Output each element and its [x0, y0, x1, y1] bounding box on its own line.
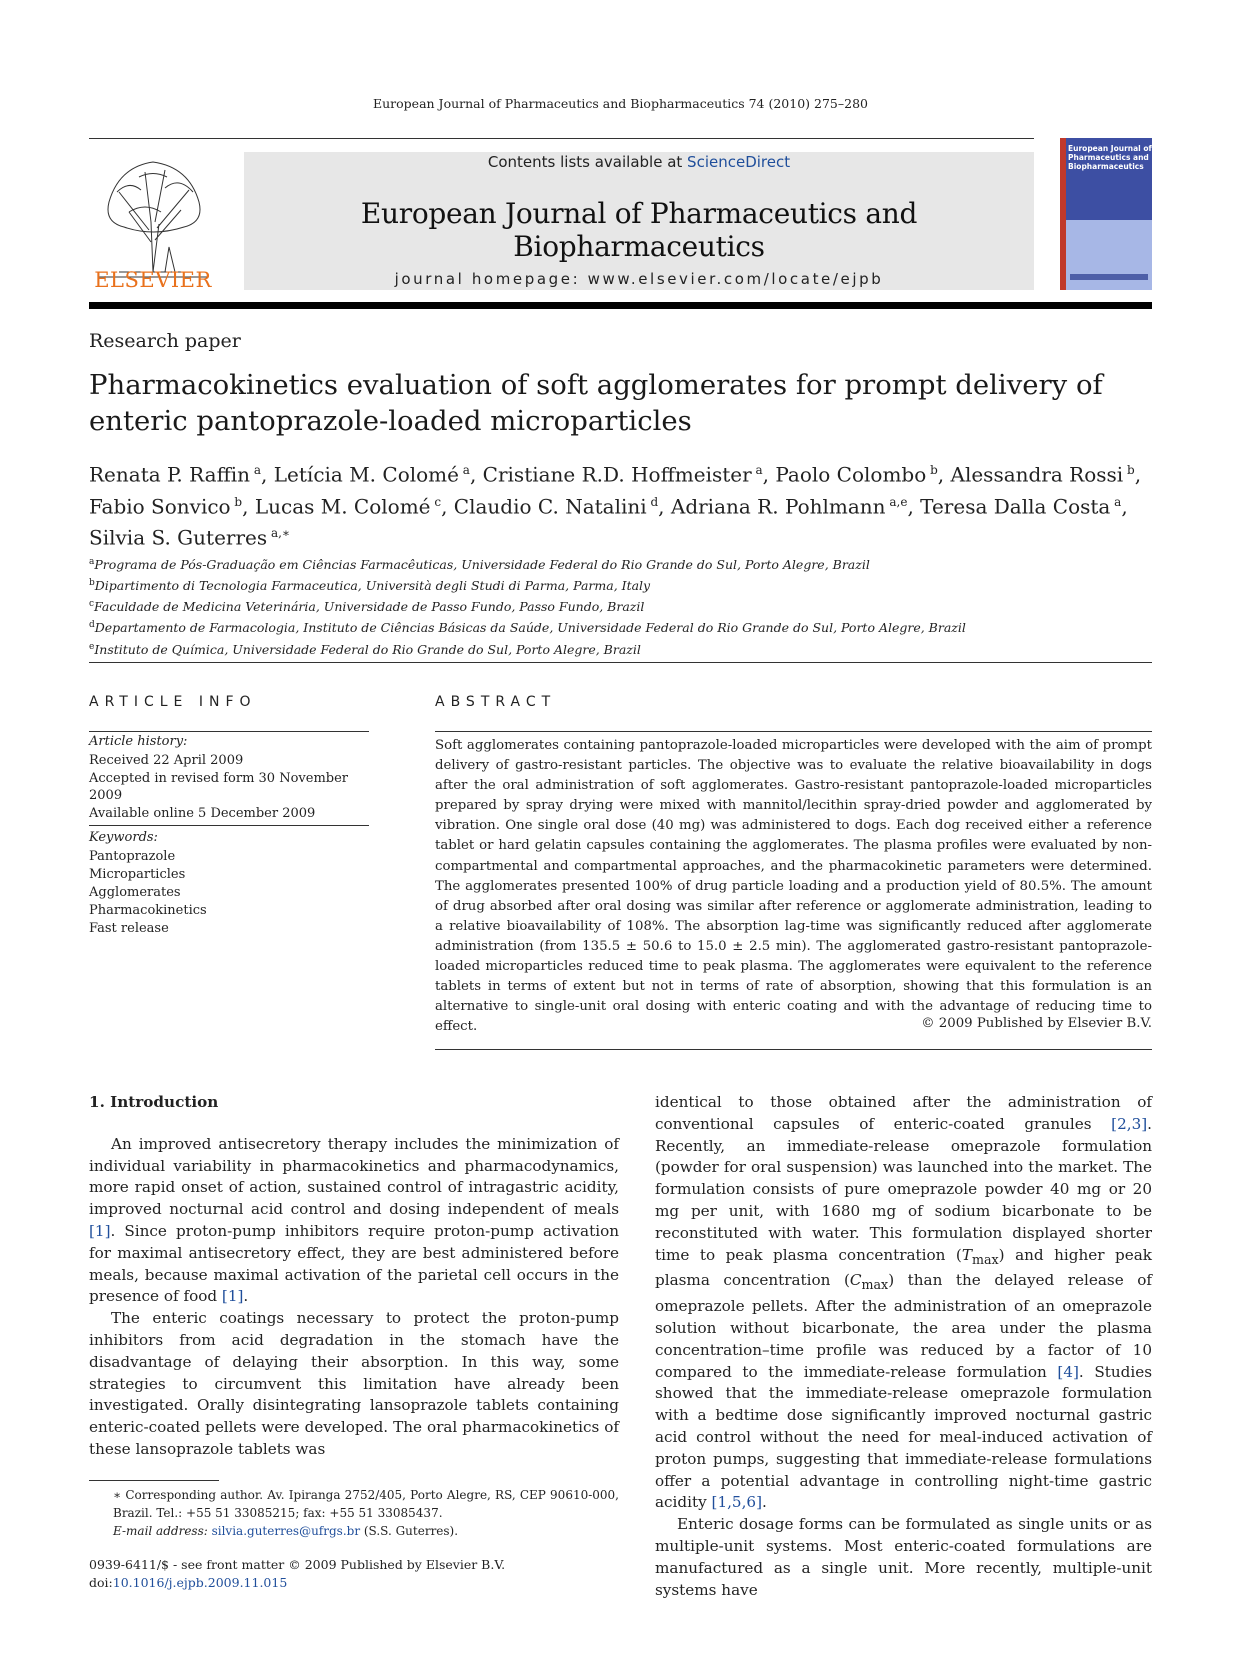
- affiliation-marker: a: [89, 557, 95, 567]
- author-name: Renata P. Raffin: [89, 462, 251, 487]
- journal-cover-thumbnail: [1060, 138, 1152, 290]
- author-name: Claudio C. Natalini: [453, 494, 647, 519]
- author-affiliation-marker: a,∗: [267, 526, 291, 541]
- cover-title: European Journal of Pharmaceutics and Biopharmaceutics: [1068, 144, 1152, 171]
- elsevier-wordmark: ELSEVIER: [94, 268, 212, 292]
- paper-title: Pharmacokinetics evaluation of soft agglomerates for prompt delivery of enteric pantoprazole-loaded microparticles: [89, 369, 1103, 437]
- journal-title: European Journal of Pharmaceutics and Biopharmaceutics: [360, 197, 918, 263]
- author-affiliation-marker: b: [1123, 463, 1135, 477]
- author-name: Cristiane R.D. Hoffmeister: [482, 462, 752, 487]
- doi-label: doi:: [89, 1575, 113, 1590]
- affiliation-list: [89, 553, 1159, 659]
- abstract-text: Soft agglomerates containing pantoprazole-loaded microparticles were developed with the aim of prompt delivery of gastro-resistant particles. The objective was to evaluate the relative bioavailability in dogs after the oral administration of soft agglomerates. Gastro-resistant pantoprazole-loaded microparticles prepared by spray drying were mixed with mannitol/lecithin spray-dried powder and agglomerated by vibration. One single oral dose (40 mg) was administered to dogs. Each dog received either a reference tablet or hard gelatin capsules containing the agglomerates. The plasma profiles were evaluated by non-compartmental and compartmental approaches, and the pharmacokinetic parameters were determined. The agglomerates presented 100% of drug particle loading and a production yield of 80.5%. The amount of drug absorbed after oral dosing was similar after reference or agglomerate administration, leading to a relative bioavailability of 108%. The absorption lag-time was significantly reduced after agglomerate administration (from 135.5 ± 50.6 to 15.0 ± 2.5 min). The agglomerated gastro-resistant pantoprazole-loaded microparticles reduced time to peak plasma. The agglomerates were equivalent to the reference tablets in terms of extent but not in terms of rate of absorption, showing that this formulation is an alternative to single-unit oral dosing with enteric coating and with the advantage of reducing time to effect.: [435, 738, 1152, 1035]
- citation-link[interactable]: [1]: [221, 1287, 244, 1306]
- affiliation-marker: b: [89, 578, 95, 589]
- paragraph: [89, 1134, 619, 1308]
- keywords-label: Keywords:: [89, 830, 158, 845]
- author-affiliation-marker: a: [250, 463, 262, 477]
- author-name: Alessandra Rossi: [950, 462, 1124, 487]
- corresponding-author-text: ∗ Corresponding author. Av. Ipiranga 2752/405, Porto Alegre, RS, CEP 90610-000, Brazil. Tel.: +55 51 33085215; fax: +55 51 33085437.: [113, 1488, 619, 1520]
- citation-link[interactable]: [1,5,6]: [711, 1493, 763, 1512]
- author-list: Renata P. Raffin $^a$, Letícia M. Colomé $^a$, Cristiane R.D. Hoffmeister $^a$, Paolo Colombo $^b$, Alessandra Rossi $^b$, Fabio Sonvico $^b$, Lucas M. Colomé $^c$, Claudio C. Natalini $^d$, Adriana R. Pohlmann $^{a,e}$, Teresa Dalla Costa $^a$, Silvia S. Guterres $^{a,∗}$: [89, 462, 1142, 550]
- paragraph: The enteric coatings necessary to protect the proton-pump inhibitors from acid degradation in the stomach have the disadvantage of delaying their absorption. In this way, some strategies to circumvent this limitation have already been investigated. Orally disintegrating lansoprazole tablets containing enteric-coated pellets were developed. The oral pharmacokinetics of these lansoprazole tablets was: [89, 1309, 619, 1458]
- keyword-item: Agglomerates: [89, 885, 181, 900]
- article-info-rule: [89, 731, 369, 732]
- cmax-subscript: max: [861, 1277, 889, 1293]
- section-rule: [89, 662, 1152, 663]
- section-heading-introduction: 1. Introduction: [89, 1093, 219, 1111]
- text-run: identical to those obtained after the administration of conventional capsules of enteric-coated granules: [655, 1093, 1152, 1133]
- tmax-symbol: T: [961, 1245, 972, 1264]
- text-run: . Studies showed that the immediate-release omeprazole formulation with a bedtime dose significantly improved nocturnal gastric acid control without the need for meal-induced activation of proton pumps, suggesting that immediate-release formulations offer a potential advantage in controlling night-time gastric acidity: [655, 1362, 1152, 1512]
- abstract-heading: ABSTRACT: [435, 694, 557, 710]
- text-run: ) than the delayed release of omeprazole pellets. After the administration of an omeprazole solution without bicarbonate, the area under the plasma concentration–time profile was reduced by a factor of 10 compared to the immediate-release formulation: [655, 1271, 1152, 1381]
- body-column-left: [89, 1092, 619, 1461]
- affiliation-marker: e: [89, 641, 95, 652]
- email-link[interactable]: silvia.guterres@ufrgs.br: [211, 1524, 361, 1538]
- author-affiliation-marker: b: [926, 463, 938, 477]
- journal-reference: European Journal of Pharmaceutics and Biopharmaceutics 74 (2010) 275–280: [373, 96, 868, 111]
- corresponding-author-footnote: [89, 1480, 619, 1540]
- author-name: Lucas M. Colomé: [254, 494, 431, 519]
- author-name: Adriana R. Pohlmann: [670, 494, 886, 519]
- author-affiliation-marker: c: [430, 494, 442, 509]
- keyword-item: Pharmacokinetics: [89, 903, 207, 918]
- history-item: Accepted in revised form 30 November 2009: [89, 770, 349, 803]
- text-run: .: [762, 1493, 767, 1512]
- email-label: E-mail address:: [113, 1524, 212, 1538]
- journal-homepage-link[interactable]: journal homepage: www.elsevier.com/locate/ejpb: [394, 270, 884, 288]
- author-affiliation-marker: a: [458, 463, 470, 477]
- author-affiliation-marker: a: [1110, 494, 1122, 509]
- text-run: .: [243, 1287, 249, 1306]
- abstract-bottom-rule: [435, 1049, 1152, 1050]
- header-thick-rule: [89, 302, 1152, 309]
- keyword-list: [89, 848, 379, 938]
- history-item: Available online 5 December 2009: [89, 805, 316, 821]
- copyright-line: © 2009 Published by Elsevier B.V.: [921, 1016, 1152, 1031]
- affiliation-item: [89, 638, 1159, 659]
- article-info-heading: ARTICLE INFO: [89, 694, 257, 710]
- issn-line: 0939-6411/$ - see front matter © 2009 Published by Elsevier B.V.: [89, 1557, 506, 1572]
- doi-line: [89, 1574, 505, 1592]
- citation-link[interactable]: [2,3]: [1111, 1114, 1148, 1133]
- email-line: [89, 1522, 619, 1540]
- author-affiliation-marker: d: [646, 494, 659, 509]
- front-matter: [89, 1556, 505, 1592]
- text-run: . Recently, an immediate-release omeprazole formulation (powder for oral suspension) was launched into the market. The formulation consists of pure omeprazole powder 40 mg or 20 mg per unit, with 1680 mg of sodium bicarbonate to be reconstituted with water. This formulation displayed shorter time to peak plasma concentration (: [655, 1114, 1152, 1264]
- affiliation-marker: d: [89, 620, 95, 631]
- author-name: Letícia M. Colomé: [273, 462, 459, 487]
- affiliation-text: Dipartimento di Tecnologia Farmaceutica, Università degli Studi di Parma, Parma, Italy: [94, 578, 651, 594]
- keyword-item: Microparticles: [89, 867, 186, 882]
- contents-prefix: Contents lists available at: [487, 153, 688, 171]
- author-affiliation-marker: b: [230, 494, 243, 509]
- citation-link[interactable]: [4]: [1057, 1362, 1079, 1381]
- author-name: Paolo Colombo: [775, 462, 927, 487]
- abstract-top-rule: [435, 731, 1152, 732]
- cmax-symbol: C: [849, 1271, 862, 1290]
- contents-available-line: [244, 153, 1034, 171]
- affiliation-text: Instituto de Química, Universidade Federal do Rio Grande do Sul, Porto Alegre, Brazil: [94, 641, 641, 657]
- author-affiliation-marker: a: [751, 463, 763, 477]
- body-column-right: [655, 1092, 1152, 1601]
- affiliation-text: Departamento de Farmacologia, Instituto de Ciências Básicas da Saúde, Universidade Federal do Rio Grande do Sul, Porto Alegre, Brazil: [94, 620, 966, 636]
- affiliation-item: [89, 616, 1159, 637]
- affiliation-marker: c: [89, 599, 95, 610]
- doi-link[interactable]: 10.1016/j.ejpb.2009.11.015: [112, 1575, 288, 1590]
- sciencedirect-link[interactable]: ScienceDirect: [687, 153, 791, 171]
- text-run: ) and higher peak plasma concentration (: [655, 1245, 1152, 1290]
- cover-footer-bar: [1070, 274, 1148, 280]
- paragraph: Enteric dosage forms can be formulated as single units or as multiple-unit systems. Most enteric-coated formulations are manufactured as a single unit. More recently, multiple-unit systems have: [655, 1515, 1152, 1599]
- text-run: An improved antisecretory therapy includes the minimization of individual variability in pharmacokinetics and pharmacodynamics, more rapid onset of action, sustained control of intragastric acidity, improved nocturnal acid control and dosing independent of meals: [89, 1134, 619, 1219]
- author-affiliation-marker: a,e: [885, 494, 908, 509]
- affiliation-item: [89, 574, 1159, 595]
- affiliation-text: Programa de Pós-Graduação em Ciências Farmacêuticas, Universidade Federal do Rio Grande do Sul, Porto Alegre, Brazil: [94, 557, 870, 573]
- keywords-rule: [89, 825, 369, 826]
- email-suffix: (S.S. Guterres).: [360, 1524, 459, 1538]
- history-label: Article history:: [89, 734, 188, 749]
- text-run: . Since proton-pump inhibitors require proton-pump activation for maximal antisecretory effect, they are best administered before meals, because maximal activation of the parietal cell occurs in the presence of food: [89, 1221, 619, 1306]
- tmax-subscript: max: [971, 1251, 999, 1267]
- affiliation-item: [89, 553, 1159, 574]
- author-name: Teresa Dalla Costa: [920, 494, 1111, 519]
- affiliation-text: Faculdade de Medicina Veterinária, Universidade de Passo Fundo, Passo Fundo, Brazil: [94, 599, 645, 615]
- author-name: Fabio Sonvico: [89, 494, 231, 519]
- author-name: Silvia S. Guterres: [89, 525, 268, 550]
- keyword-item: Pantoprazole: [89, 849, 176, 864]
- citation-link[interactable]: [1]: [89, 1221, 111, 1240]
- header-rule: [89, 138, 1034, 139]
- article-history: [89, 752, 379, 822]
- history-item: Received 22 April 2009: [89, 753, 244, 768]
- affiliation-item: [89, 595, 1159, 616]
- keyword-item: Fast release: [89, 921, 169, 936]
- paragraph: [655, 1092, 1152, 1514]
- article-type: Research paper: [89, 330, 241, 352]
